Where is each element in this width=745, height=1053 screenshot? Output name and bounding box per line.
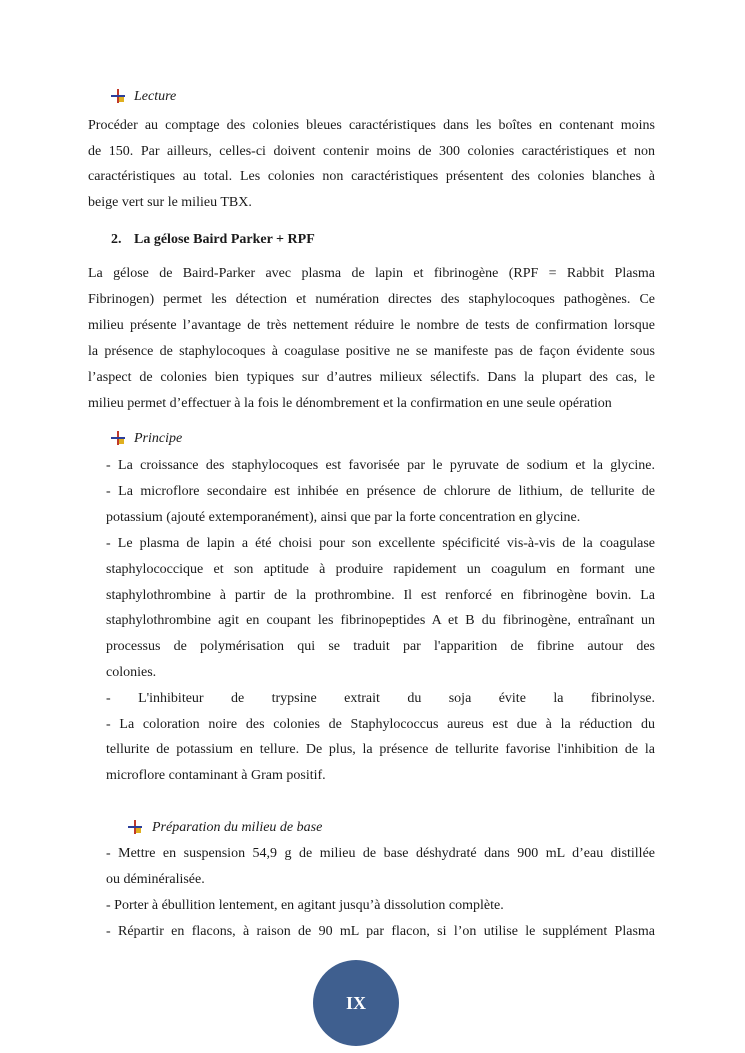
list-line: microflore contaminant à Gram positif. [106,768,326,783]
bullet-marker-icon [111,89,125,103]
list-line: - Porter à ébullition lentement, en agitant jusqu’à dissolution complète. [106,898,504,913]
list-line: - Le plasma de lapin a été choisi pour son excellente spécificité vis-à-vis de la coagulase [106,536,655,551]
paragraph-line: La gélose de Baird-Parker avec plasma de lapin et fibrinogène (RPF = Rabbit Plasma [88,266,655,281]
principe-heading: Principe [134,431,183,446]
list-line: - Répartir en flacons, à raison de 90 mL par flacon, si l’on utilise le supplément Plasma [106,924,655,939]
list-line: potassium (ajouté extemporanément), ainsi que par la forte concentration en glycine. [106,510,581,525]
list-line: staphylothrombine agit en coupant les fibrinopeptides A et B du fibrinogène, entraînant un [106,613,655,628]
bullet-marker-icon [128,820,142,834]
list-line: - L'inhibiteur de trypsine extrait du soja évite la fibrinolyse. [106,691,655,706]
page-number: IX [345,992,366,1013]
paragraph-line: l’aspect de colonies bien typiques sur d’autres milieux sélectifs. Dans la plupart des cas, le [88,370,655,385]
list-line: - La coloration noire des colonies de Staphylococcus aureus est due à la réduction du [106,717,655,732]
lecture-heading: Lecture [134,89,177,104]
preparation-heading: Préparation du milieu de base [152,820,323,835]
list-line: staphylothrombine à partir de la prothrombine. Il est renforcé en fibrinogène bovin. La [106,588,655,603]
list-line: - Mettre en suspension 54,9 g de milieu de base déshydraté dans 900 mL d’eau distillée [106,846,655,861]
section-number: 2. [111,232,122,247]
lecture-line: Procéder au comptage des colonies bleues caractéristiques dans les boîtes en contenant moins [88,118,655,133]
list-line: ou déminéralisée. [106,872,205,887]
paragraph-line: la présence de staphylocoques à coagulase positive ne se manifeste pas de façon évidente sous [88,344,655,359]
lecture-line: caractéristiques au total. Les colonies non caractéristiques présentent des colonies blanches à [88,169,655,184]
list-line: processus de polymérisation qui se traduit par l'apparition de fibrine autour des [106,639,655,654]
lecture-line: de 150. Par ailleurs, celles-ci doivent contenir moins de 300 colonies caractéristiques et non [88,144,655,159]
section-title: La gélose Baird Parker + RPF [134,232,315,247]
paragraph-line: milieu permet d’effectuer à la fois le dénombrement et la confirmation en une seule opération [88,396,612,411]
list-line: - La microflore secondaire est inhibée en présence de chlorure de lithium, de tellurite de [106,484,655,499]
lecture-line: beige vert sur le milieu TBX. [88,195,252,210]
paragraph-line: milieu présente l’avantage de très nettement réduire le nombre de tests de confirmation lorsque [88,318,655,333]
list-line: - La croissance des staphylocoques est favorisée par le pyruvate de sodium et la glycine. [106,458,655,473]
list-line: tellurite de potassium en tellure. De plus, la présence de tellurite favorise l'inhibition de la [106,742,655,757]
list-line: staphylococcique et son aptitude à produire rapidement un coagulum en formant une [106,562,655,577]
bullet-marker-icon [111,431,125,445]
list-line: colonies. [106,665,157,680]
page-number-badge [313,960,399,1046]
paragraph-line: Fibrinogen) permet les détection et numération directes des staphylocoques pathogènes. Ce [88,292,655,307]
